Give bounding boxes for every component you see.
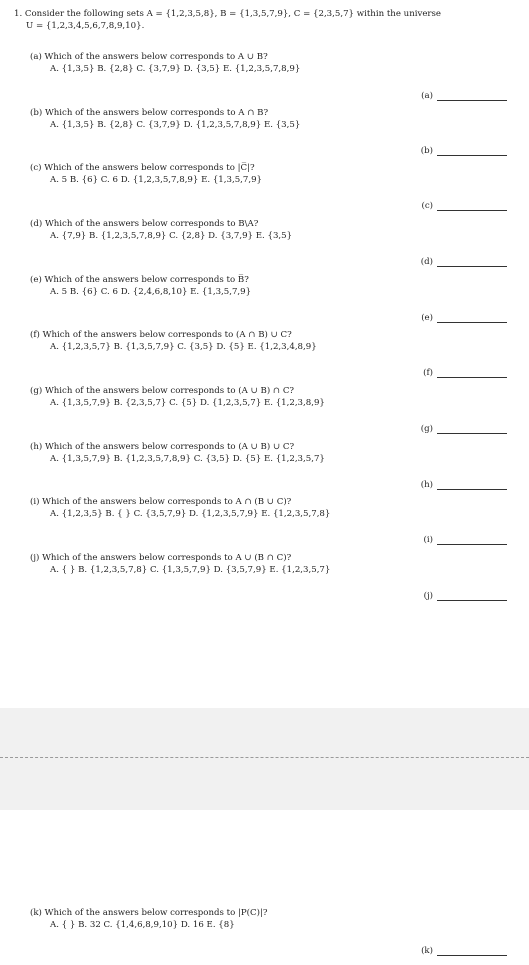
answer-line[interactable] [437, 369, 507, 378]
question-stem: (a) Which of the answers below corresponds to A ∪ B? [30, 52, 268, 62]
answer-field-g[interactable] [421, 424, 507, 434]
question-h [30, 441, 510, 465]
answer-label: (b) [420, 146, 433, 156]
answer-field-j[interactable] [424, 591, 507, 601]
answer-line[interactable] [437, 592, 507, 601]
question-stem: (h) Which of the answers below corresponds to (A ∪ B) ∪ C? [30, 442, 295, 452]
question-options: A. { } B. {1,2,3,5,7,8} C. {1,3,5,7,9} D. {3,5,7,9} E. {1,2,3,5,7} [50, 565, 331, 575]
question-stem: (j) Which of the answers below corresponds to A ∪ (B ∩ C)? [30, 553, 292, 563]
question-stem: (i) Which of the answers below corresponds to A ∩ (B ∪ C)? [30, 497, 292, 507]
question-b [30, 107, 510, 131]
question-stem: (d) Which of the answers below corresponds to B\A? [30, 219, 259, 229]
question-c [30, 162, 510, 186]
intro-line-2: U = {1,2,3,4,5,6,7,8,9,10}. [26, 21, 145, 31]
question-stem: (e) Which of the answers below corresponds to B̅? [30, 275, 249, 285]
question-stem: (g) Which of the answers below corresponds to (A ∪ B) ∩ C? [30, 386, 295, 396]
question-options: A. {1,2,3,5,7} B. {1,3,5,7,9} C. {3,5} D. {5} E. {1,2,3,4,8,9} [50, 342, 317, 352]
problem-intro [14, 8, 519, 32]
answer-line[interactable] [437, 258, 507, 267]
question-options: A. {1,3,5,7,9} B. {1,2,3,5,7,8,9} C. {3,5} D. {5} E. {1,2,3,5,7} [50, 454, 325, 464]
answer-label: (d) [420, 257, 433, 267]
answer-line[interactable] [437, 947, 507, 956]
answer-field-d[interactable] [421, 257, 507, 267]
question-e [30, 274, 510, 298]
question-stem: (c) Which of the answers below corresponds to |C̅|? [30, 163, 255, 173]
answer-line[interactable] [437, 425, 507, 434]
question-options: A. {1,3,5} B. {2,8} C. {3,7,9} D. {3,5} E. {1,2,3,5,7,8,9} [50, 64, 301, 74]
answer-field-b[interactable] [421, 146, 507, 156]
answer-line[interactable] [437, 92, 507, 101]
answer-field-e[interactable] [421, 313, 507, 323]
answer-field-c[interactable] [421, 201, 507, 211]
answer-label: (f) [423, 368, 433, 378]
question-stem: (b) Which of the answers below corresponds to A ∩ B? [30, 108, 269, 118]
answer-field-h[interactable] [421, 480, 507, 490]
question-options: A. {7,9} B. {1,2,3,5,7,8,9} C. {2,8} D. {3,7,9} E. {3,5} [50, 231, 293, 241]
answer-field-k[interactable] [421, 946, 507, 956]
question-stem: (k) Which of the answers below corresponds to |P(C)|? [30, 908, 268, 918]
question-options: A. { } B. 32 C. {1,4,6,8,9,10} D. 16 E. {8} [50, 920, 235, 930]
answer-field-a[interactable] [421, 91, 507, 101]
question-options: A. {1,3,5,7,9} B. {2,3,5,7} C. {5} D. {1,2,3,5,7} E. {1,2,3,8,9} [50, 398, 325, 408]
answer-line[interactable] [437, 481, 507, 490]
answer-label: (a) [421, 91, 433, 101]
question-k [30, 907, 510, 931]
answer-label: (j) [423, 591, 433, 601]
question-i [30, 496, 510, 520]
answer-line[interactable] [437, 536, 507, 545]
question-d [30, 218, 510, 242]
question-options: A. 5 B. {6} C. 6 D. {2,4,6,8,10} E. {1,3,5,7,9} [50, 287, 252, 297]
answer-line[interactable] [437, 202, 507, 211]
answer-label: (g) [420, 424, 433, 434]
answer-label: (c) [421, 201, 433, 211]
page-break-gap [0, 708, 529, 810]
question-options: A. {1,3,5} B. {2,8} C. {3,7,9} D. {1,2,3,5,7,8,9} E. {3,5} [50, 120, 301, 130]
page-break-divider [0, 757, 529, 758]
question-a [30, 51, 510, 75]
intro-line-1: 1. Consider the following sets A = {1,2,3,5,8}, B = {1,3,5,7,9}, C = {2,3,5,7} within the universe [14, 9, 442, 19]
answer-label: (h) [420, 480, 433, 490]
question-j [30, 552, 510, 576]
answer-field-f[interactable] [423, 368, 507, 378]
question-g [30, 385, 510, 409]
question-options: A. {1,2,3,5} B. { } C. {3,5,7,9} D. {1,2,3,5,7,9} E. {1,2,3,5,7,8} [50, 509, 331, 519]
answer-label: (i) [423, 535, 433, 545]
answer-line[interactable] [437, 314, 507, 323]
question-f [30, 329, 510, 353]
answer-label: (k) [421, 946, 433, 956]
answer-label: (e) [421, 313, 433, 323]
question-stem: (f) Which of the answers below corresponds to (A ∩ B) ∪ C? [30, 330, 292, 340]
question-options: A. 5 B. {6} C. 6 D. {1,2,3,5,7,8,9} E. {1,3,5,7,9} [50, 175, 263, 185]
answer-field-i[interactable] [424, 535, 507, 545]
answer-line[interactable] [437, 147, 507, 156]
